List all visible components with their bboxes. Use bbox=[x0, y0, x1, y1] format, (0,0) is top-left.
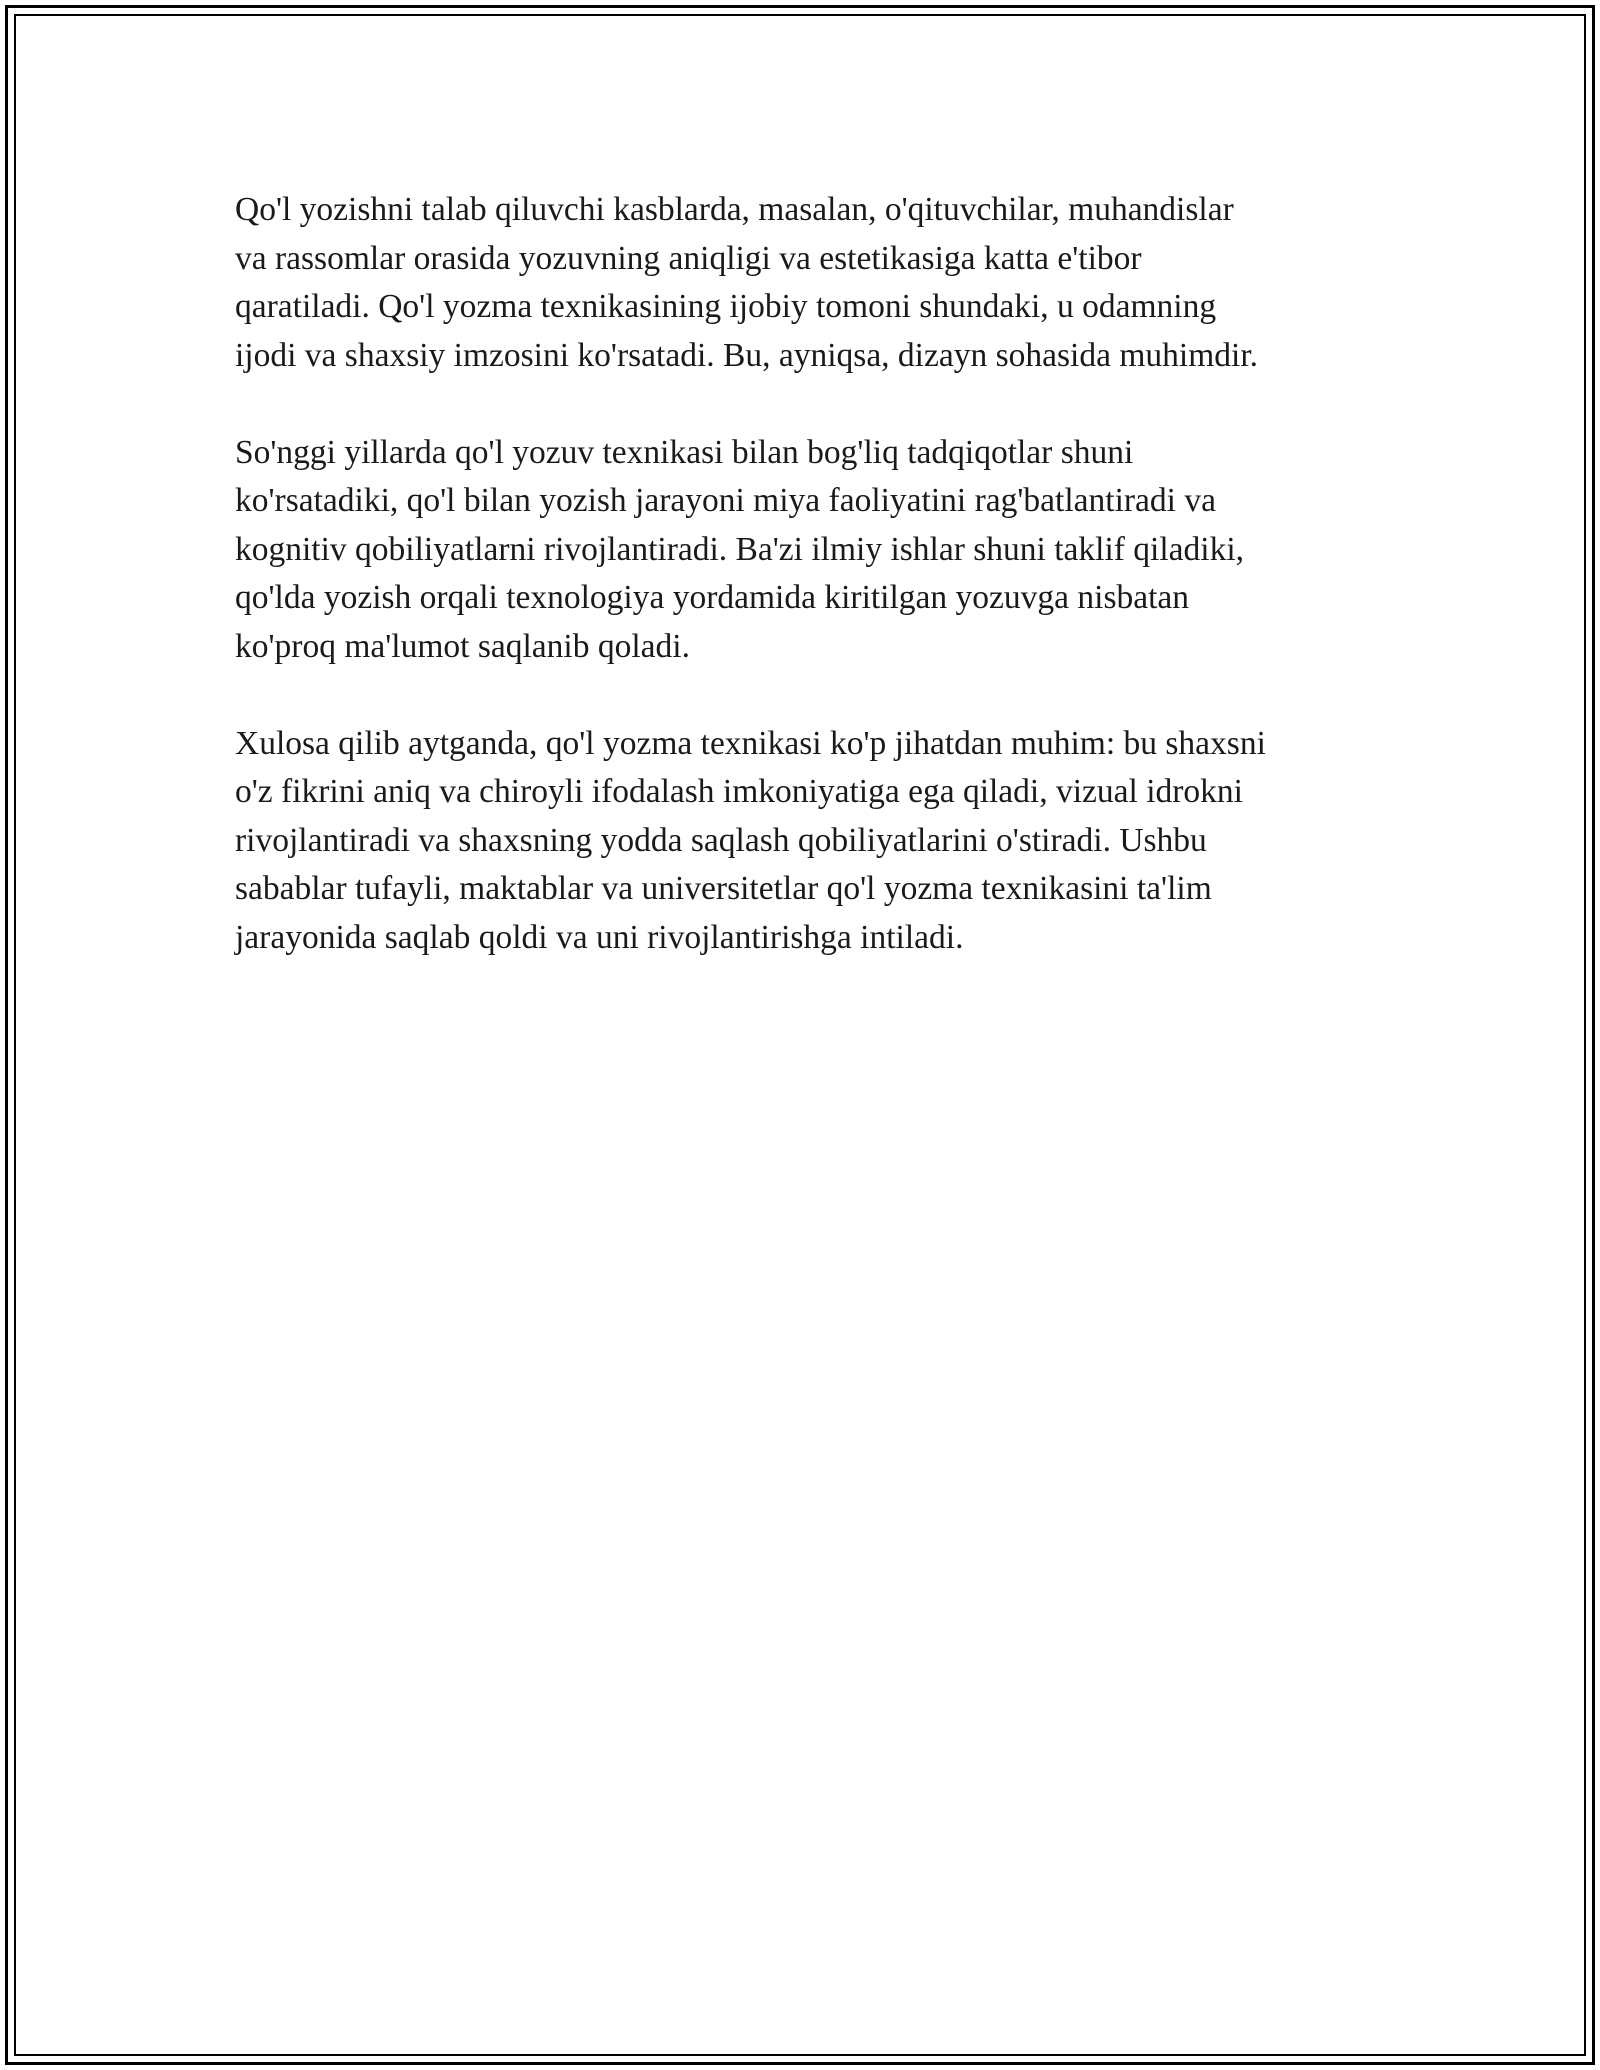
paragraph-handwriting-professions: Qo'l yozishni talab qiluvchi kasblarda, masalan, o'qituvchilar, muhandislar va rassomlar orasida yozuvning aniqligi va estetikasiga katta e'tibor qaratiladi. Qo'l yozma texnikasining ijobiy tomoni shundaki, u odamning ijodi va shaxsiy imzosini ko'rsatadi. Bu, ayniqsa, dizayn sohasida muhimdir. bbox=[235, 191, 1259, 374]
paragraph-research-findings: So'nggi yillarda qo'l yozuv texnikasi bilan bog'liq tadqiqotlar shuni ko'rsatadiki, qo'l bilan yozish jarayoni miya faoliyatini rag'batlantiradi va kognitiv qobiliyatlarni rivojlantiradi. Ba'zi ilmiy ishlar shuni taklif qiladiki, qo'lda yozish orqali texnologiya yordamida kiritilgan yozuvga nisbatan ko'proq ma'lumot saqlanib qoladi. bbox=[235, 433, 1245, 665]
paragraph-conclusion: Xulosa qilib aytganda, qo'l yozma texnikasi ko'p jihatdan muhim: bu shaxsni o'z fikrini aniq va chiroyli ifodalash imkoniyatiga ega qiladi, vizual idrokni rivojlantiradi va shaxsning yodda saqlash qobiliyatlarini o'stiradi. Ushbu sabablar tufayli, maktablar va universitetlar qo'l yozma texnikasini ta'lim jarayonida saqlab qoldi va uni rivojlantirishga intiladi. bbox=[235, 724, 1266, 956]
document-body bbox=[235, 186, 1385, 1011]
